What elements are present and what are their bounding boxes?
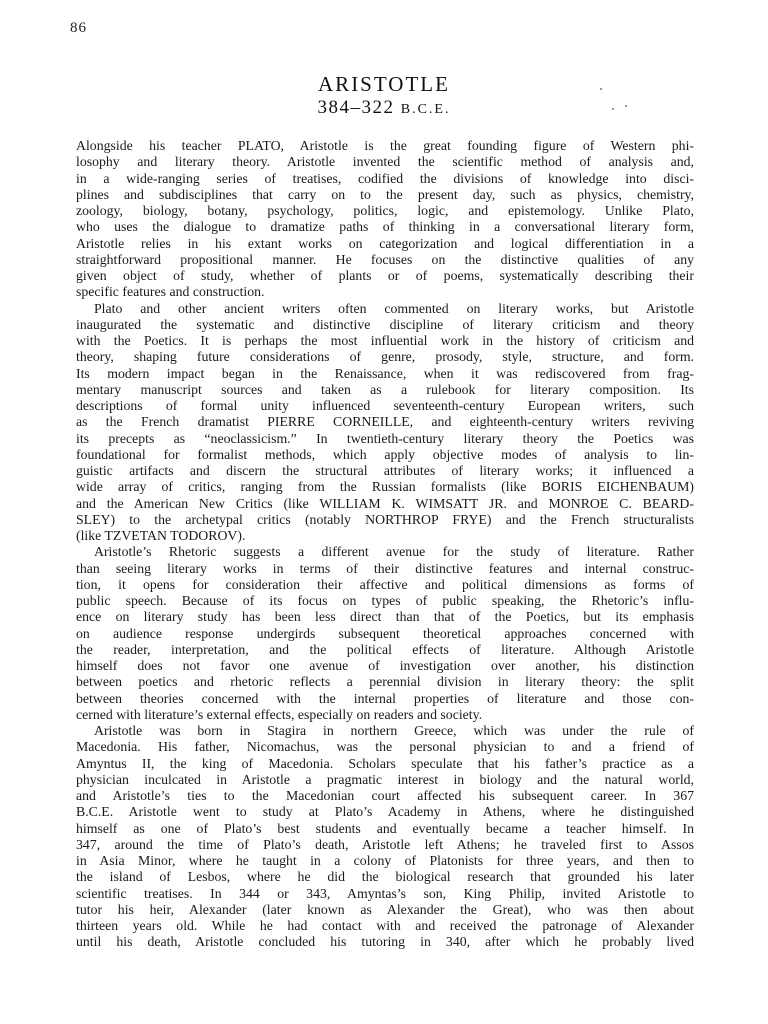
text-line: tion, it opens for consideration their affective and political dimensions as forms of: [76, 576, 694, 592]
text-line: descriptions of formal unity influenced seventeenth-century European writers, such: [76, 398, 694, 413]
text-line: public speech. Because of its focus on types of public speaking, the Rhetoric’s influ-: [76, 593, 694, 608]
page-title: ARISTOTLE: [318, 72, 450, 96]
scan-speck: [625, 105, 627, 107]
scan-speck: [612, 108, 614, 110]
text-line: as the French dramatist PIERRE CORNEILLE, and eighteenth-century writers reviving: [76, 414, 694, 430]
text-line: tutor his heir, Alexander (later known as Alexander the Great), who was then about: [76, 901, 694, 917]
text-line: Aristotle relies in his extant works on categorization and logical differentiation in a: [76, 235, 694, 251]
text-line: cerned with literature’s external effects, especially on readers and society.: [76, 706, 483, 722]
text-line: SLEY) to the archetypal critics (notably NORTHROP FRYE) and the French structuralists: [76, 511, 694, 527]
text-line: scientific treatises. In 344 or 343, Amyntas’s son, King Philip, invited Aristotle to: [76, 885, 694, 901]
text-line: Alongside his teacher PLATO, Aristotle is the great founding figure of Western phi-: [76, 138, 694, 153]
text-line: and the American New Critics (like WILLIAM K. WIMSATT JR. and MONROE C. BEARD-: [76, 495, 694, 511]
text-line: Aristotle’s Rhetoric suggests a different avenue for the study of literature. Rather: [94, 544, 694, 560]
text-line: the reader, interpretation, and the political effects of literature. Although Aristotle: [76, 641, 694, 657]
text-line: thirteen years old. While he had contact with and received the patronage of Alexander: [76, 918, 694, 933]
text-line: himself does not favor one avenue of investigation over another, his distinction: [76, 658, 694, 673]
text-line: physician inculcated in Aristotle a pragmatic interest in biology and the natural world,: [76, 771, 694, 787]
text-line: losophy and literary theory. Aristotle invented the scientific method of analysis and,: [76, 154, 694, 170]
text-line: guistic artifacts and discern the structural attributes of literary works; it influenced a: [76, 463, 694, 478]
text-line: ence on literary study has been less direct than that of the Poetics, but its emphasis: [76, 609, 694, 625]
text-line: given object of study, whether of plants or of poems, systematically describing their: [76, 268, 694, 283]
text-line: straightforward propositional manner. He focuses on the distinctive qualities of any: [76, 251, 694, 267]
text-line: Plato and other ancient writers often commented on literary works, but Aristotle: [94, 300, 694, 316]
text-line: (like TZVETAN TODOROV).: [76, 528, 246, 543]
text-line: and Aristotle’s ties to the Macedonian court affected his subsequent career. In 367: [76, 788, 694, 803]
text-line: mentary manuscript sources and taken as a rulebook for literary composition. Its: [76, 381, 694, 397]
text-line: theory, shaping future considerations of genre, prosody, style, structure, and form.: [76, 349, 694, 365]
text-line: who uses the dialogue to dramatize paths of thinking in a conversational literary form,: [76, 219, 694, 235]
page-number: 86: [70, 20, 87, 36]
text-line: foundational for formalist methods, which apply objective modes of analysis to lin-: [76, 446, 694, 462]
text-line: with the Poetics. It is perhaps the most influential work in the history of criticism and: [76, 333, 694, 348]
text-line: in a wide-ranging series of treatises, codified the divisions of knowledge into disci-: [76, 170, 694, 186]
text-line: than seeing literary works in terms of their distinctive features and internal construc-: [76, 560, 694, 576]
text-line: himself as one of Plato’s best students and eventually became a teacher himself. In: [76, 820, 694, 836]
text-line: plines and subdisciplines that carry on to the present day, such as physics, chemistry,: [76, 186, 694, 202]
text-line: between theories concerned with the internal properties of literature and those con-: [76, 690, 694, 706]
text-line: until his death, Aristotle concluded his tutoring in 340, after which he probably lived: [76, 934, 694, 950]
text-line: Its modern impact began in the Renaissance, when it was rediscovered from frag-: [76, 365, 694, 381]
text-line: Macedonia. His father, Nicomachus, was the personal physician to and a friend of: [76, 739, 694, 755]
text-line: zoology, biology, botany, psychology, politics, logic, and epistemology. Unlike Plato,: [76, 203, 694, 218]
text-line: between poetics and rhetoric reflects a perennial division in literary theory: the split: [76, 674, 694, 690]
text-line: in Asia Minor, where he taught in a colony of Platonists for three years, and then to: [76, 853, 694, 868]
text-line: the island of Lesbos, where he did the biological research that grounded his later: [76, 869, 694, 885]
scan-speck: [600, 88, 602, 90]
text-line: 347, around the time of Plato’s death, Aristotle left Athens; he traveled first to Assos: [76, 836, 694, 852]
dates-line: [0, 97, 768, 119]
dates-years: 384–322: [317, 97, 395, 118]
text-line: specific features and construction.: [76, 284, 265, 300]
text-line: inaugurated the systematic and distinctive discipline of literary criticism and theory: [76, 316, 694, 332]
article-body: [76, 138, 694, 951]
text-line: its precepts as “neoclassicism.” In twentieth-century literary theory the Poetics was: [76, 430, 694, 446]
dates-era: B.C.E.: [400, 102, 451, 117]
text-line: B.C.E. Aristotle went to study at Plato’s Academy in Athens, where he distinguished: [76, 804, 694, 820]
text-line: wide array of critics, ranging from the Russian formalists (like BORIS EICHENBAUM): [76, 479, 694, 495]
text-line: on audience response undergirds subsequent theoretical approaches concerned with: [76, 625, 694, 641]
text-line: Aristotle was born in Stagira in northern Greece, which was under the rule of: [94, 723, 694, 738]
text-line: Amyntus II, the king of Macedonia. Scholars speculate that his father’s practice as a: [76, 755, 694, 771]
